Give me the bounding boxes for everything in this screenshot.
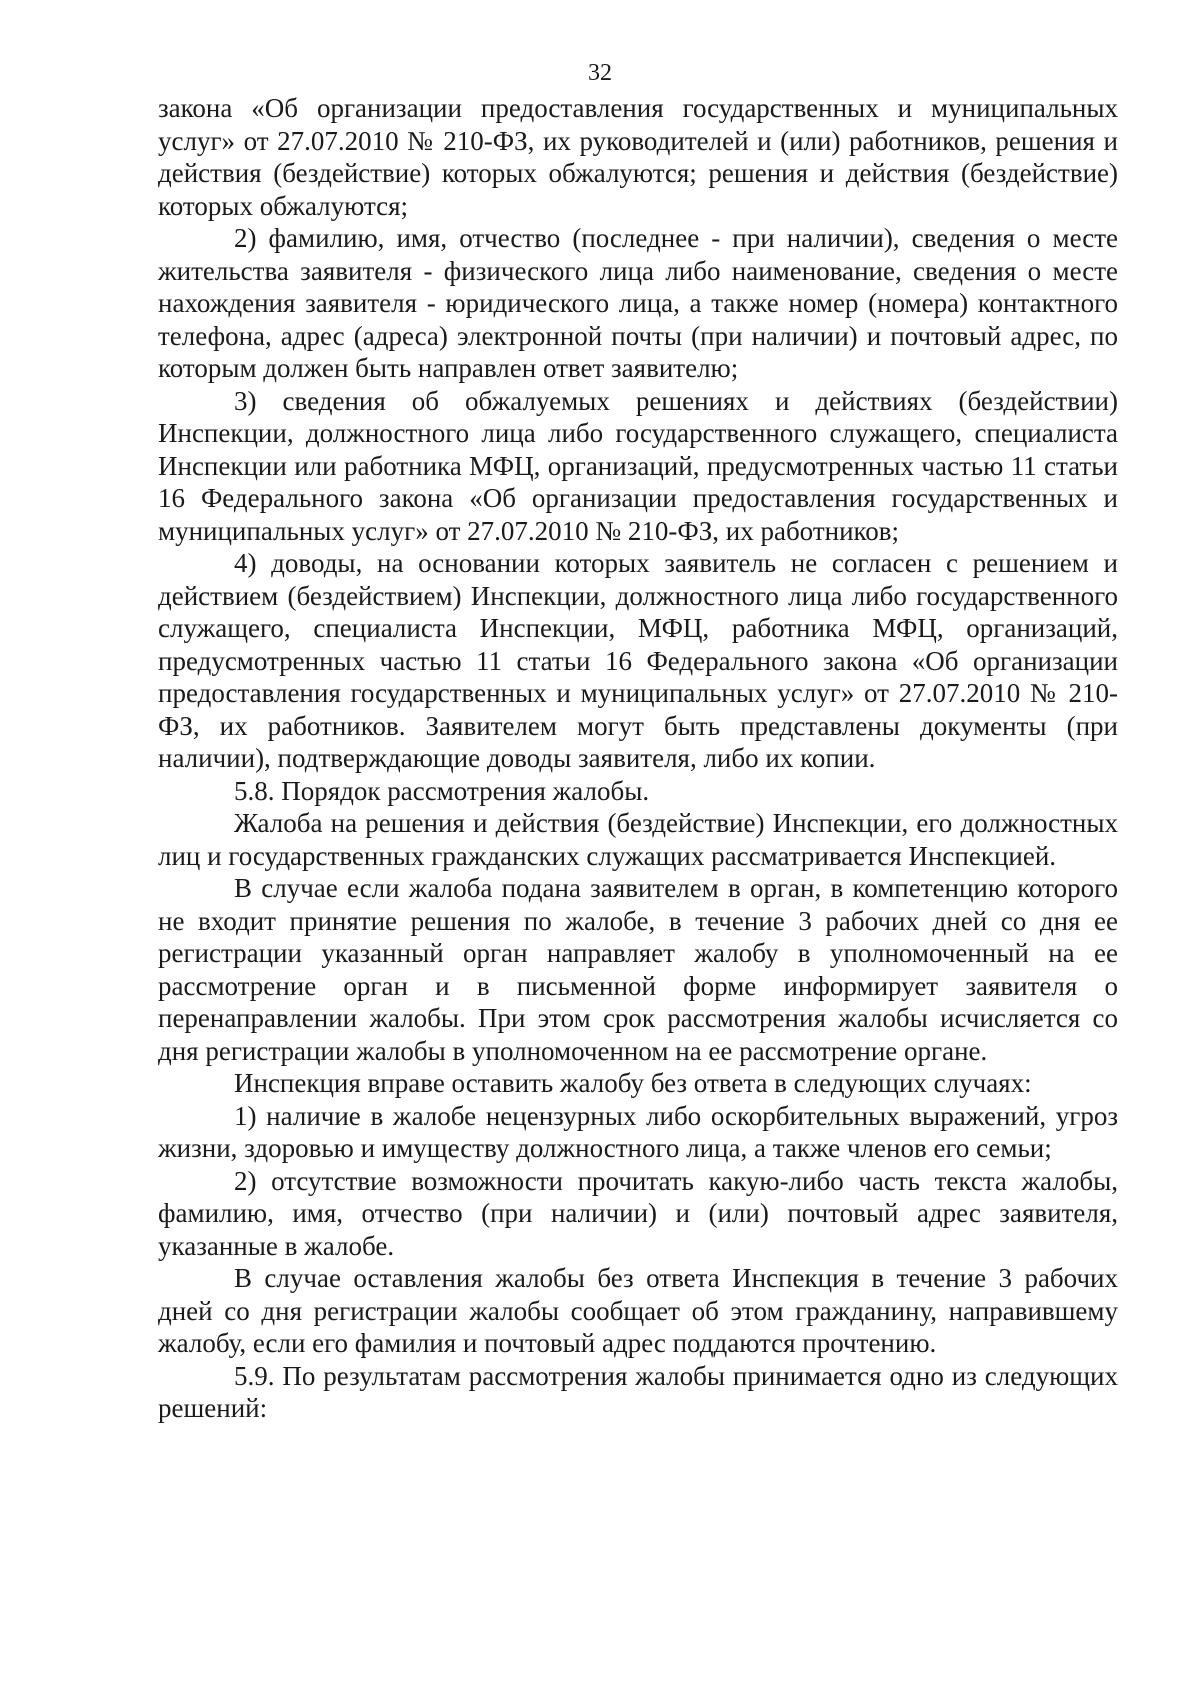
paragraph-item-2: 2) фамилию, имя, отчество (последнее - при наличии), сведения о месте жительства заявителя - физического лица либо наименование, сведения о месте нахождения заявителя - юридического лица, а также номер (номера) контактного телефона, адрес (адреса) электронной почты (при наличии) и почтовый адрес, по которым должен быть направлен ответ заявителю; — [158, 223, 1118, 383]
paragraph-no-answer-cases: Инспекция вправе оставить жалобу без ответа в следующих случаях: — [234, 1068, 1032, 1098]
paragraph-case-1: 1) наличие в жалобе нецензурных либо оскорбительных выражений, угроз жизни, здоровью и имуществу должностного лица, а также членов его семьи; — [158, 1100, 1118, 1163]
paragraph-redirect: В случае если жалоба подана заявителем в орган, в компетенцию которого не входит принятие решения по жалобе, в течение 3 рабочих дней со дня ее регистрации указанный орган направляет жалобу в уполномоченный на ее рассмотрение орган и в письменной форме информирует заявителя о перенаправлении жалобы. При этом срок рассмотрения жалобы исчисляется со дня регистрации жалобы в уполномоченном на ее рассмотрение органе. — [158, 873, 1118, 1066]
paragraph-notify-citizen: В случае оставления жалобы без ответа Инспекция в течение 3 рабочих дней со дня регистрации жалобы сообщает об этом гражданину, направившему жалобу, если его фамилия и почтовый адрес поддаются прочтению. — [158, 1263, 1118, 1358]
paragraph-item-4: 4) доводы, на основании которых заявитель не согласен с решением и действием (бездействием) Инспекции, должностного лица либо государственного служащего, специалиста Инспекции, МФЦ, работника МФЦ, организаций, предусмотренных частью 11 статьи 16 Федерального закона «Об организации предоставления государственных и муниципальных услуг» от 27.07.2010 № 210-ФЗ, их работников. Заявителем могут быть представлены документы (при наличии), подтверждающие доводы заявителя, либо их копии. — [158, 548, 1118, 773]
page-number: 32 — [588, 60, 612, 86]
document-body — [158, 92, 1118, 1425]
section-heading-5-9: 5.9. По результатам рассмотрения жалобы принимается одно из следующих решений: — [158, 1360, 1118, 1423]
paragraph-item-3: 3) сведения об обжалуемых решениях и действиях (бездействии) Инспекции, должностного лица либо государственного служащего, специалиста Инспекции или работника МФЦ, организаций, предусмотренных частью 11 статьи 16 Федерального закона «Об организации предоставления государственных и муниципальных услуг» от 27.07.2010 № 210-ФЗ, их работников; — [158, 385, 1118, 546]
section-heading-5-8: 5.8. Порядок рассмотрения жалобы. — [234, 775, 650, 806]
paragraph-complaint-review: Жалоба на решения и действия (бездействие) Инспекции, его должностных лиц и государственных гражданских служащих рассматривается Инспекцией. — [158, 808, 1118, 871]
paragraph-continuation: закона «Об организации предоставления государственных и муниципальных услуг» от 27.07.2010 № 210-ФЗ, их руководителей и (или) работников, решения и действия (бездействие) которых обжалуются; решения и действия (бездействие) которых обжалуются; — [158, 93, 1118, 221]
paragraph-case-2: 2) отсутствие возможности прочитать какую-либо часть текста жалобы, фамилию, имя, отчество (при наличии) и (или) почтовый адрес заявителя, указанные в жалобе. — [158, 1165, 1118, 1261]
